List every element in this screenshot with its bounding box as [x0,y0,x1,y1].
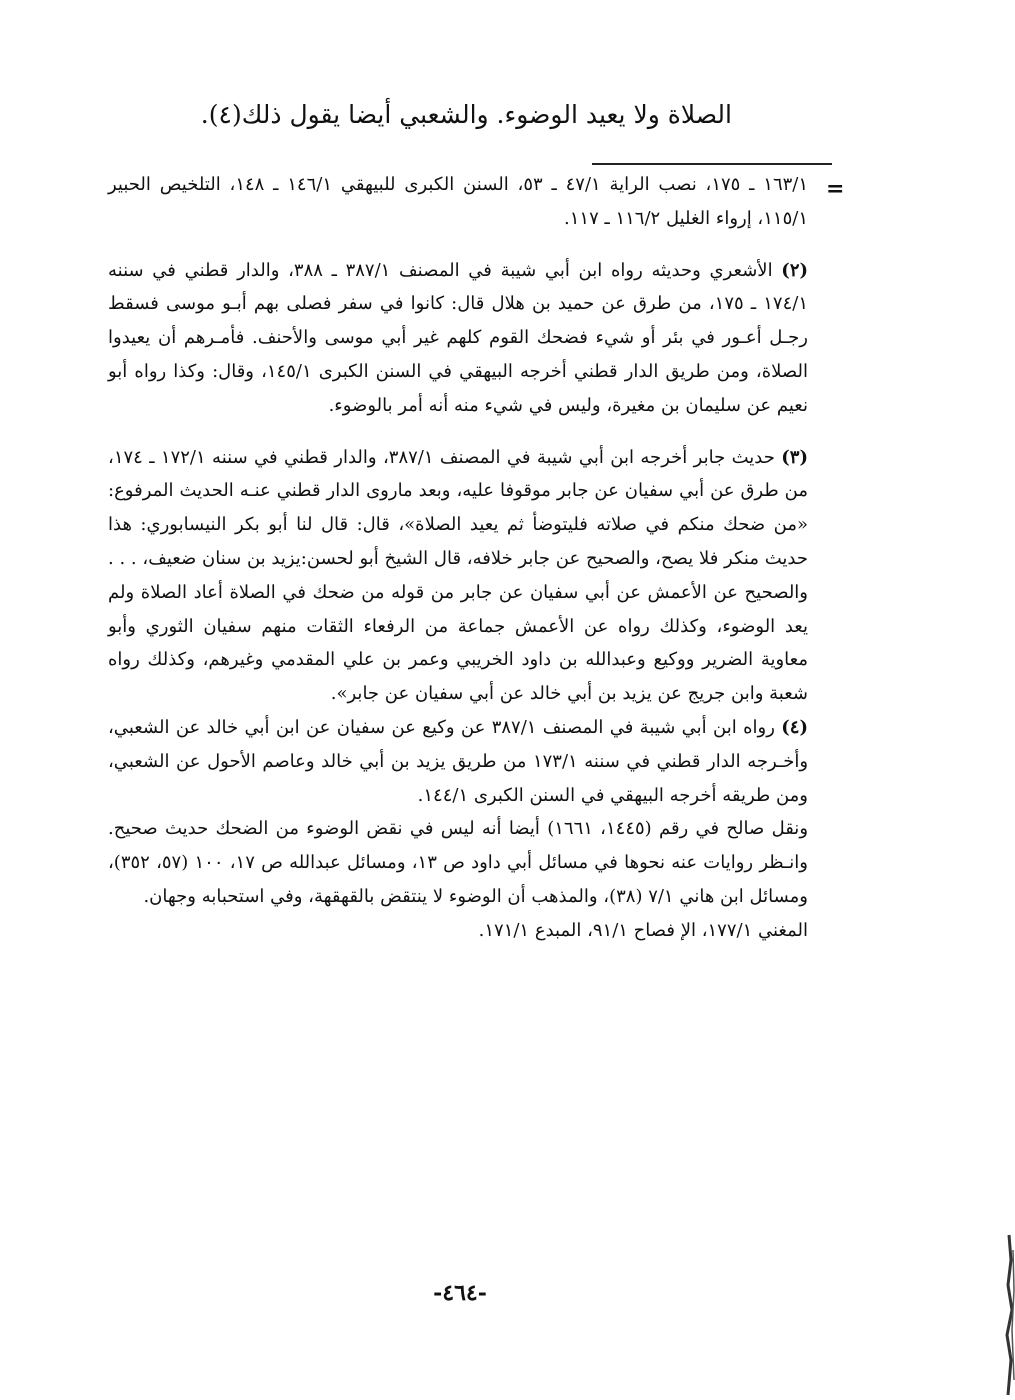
footnote-text: رواه ابن أبي شيبة في المصنف ٣٨٧/١ عن وكيع عن سفيان عن ابن أبي خالد عن الشعبي، وأخـرجه الدار قطني في سننه ١٧٣/١ من طريق يزيد بن أبي خالد وعاصم الأحول عن الشعبي، ومن طريقه أخرجه البيهقي في السنن الكبرى ١٤٤/١. [108,716,809,806]
footnote-number: (٣) [781,446,808,468]
footnote-continuation [108,168,808,236]
footnote-text: المغني ١٧٧/١، الإ فصاح ٩١/١، المبدع ١٧١/١. [478,919,808,941]
footnote-2 [108,254,808,423]
scan-edge-artifact [995,1230,1015,1400]
footnote-text: ونقل صالح في رقم (١٤٤٥، ١٦٦١) أيضا أنه ليس في نقض الوضوء من الضحك حديث صحيح. وانـظر روايات عنه نحوها في مسائل أبي داود ص ١٣، ومسائل عبدالله ص ١٧، ١٠٠ (٥٧، ٣٥٢)، ومسائل ابن هاني ٧/١ (٣٨)، والمذهب أن الوضوء لا ينتقض بالقهقهة، وفي استحبابه وجهان. [108,818,809,907]
footnote-4 [108,711,808,812]
continuation-mark: = [826,176,845,202]
footnote-text: ١٦٣/١ ـ ١٧٥، نصب الراية ٤٧/١ ـ ٥٣، السنن الكبرى للبيهقي ١٤٦/١ ـ ١٤٨، التلخيص الحبير ١١٥/١، إرواء الغليل ١١٦/٢ ـ ١١٧. [108,174,809,229]
footnote-text: الأشعري وحديثه رواه ابن أبي شيبة في المصنف ٣٨٧/١ ـ ٣٨٨، والدار قطني في سننه ١٧٤/١ ـ ١٧٥، من طرق عن حميد بن هلال قال: كانوا في سفر فصلى بهم أبـو موسى فسقط رجـل أعـور في بئر أو شيء فضحك القوم كلهم غير أبي موسى والأحنف. فأمـرهم أن يعيدوا الصلاة، ومن طريق الدار قطني أخرجه البيهقي في السنن الكبرى ١٤٥/١، وقال: وكذا رواه أبو نعيم عن سليمان بن مغيرة، وليس في شيء منه أنه أمر بالوضوء. [108,259,808,416]
footnote-number: (٤) [781,716,808,738]
page-number: -٤٦٤- [433,1280,487,1306]
footnotes [108,168,808,948]
footnote-4-references [108,914,808,948]
footnote-text: حديث جابر أخرجه ابن أبي شيبة في المصنف ٣٨٧/١، والدار قطني في سننه ١٧٢/١ ـ ١٧٤، من طرق عن أبي سفيان عن جابر موقوفا عليه، وبعد ماروى الدار قطني عنـه الحديث المرفوع: «من ضحك منكم في صلاته فليتوضأ ثم يعيد الصلاة»، قال: قال لنا أبو بكر النيسابوري: هذا حديث منكر فلا يصح، والصحيح عن جابر خلافه، قال الشيخ أبو لحسن:يزيد بن سنان ضعيف، . . . والصحيح عن الأعمش عن أبي سفيان عن جابر من قوله من ضحك في الصلاة أعاد الصلاة ولم يعد الوضوء، وكذلك رواه عن الأعمش جماعة من الرفعاء الثقات منهم سفيان الثوري وأبو معاوية الضرير ووكيع وعبدالله بن داود الخريبي وعمر بن علي المقدمي وغيرهم، وكذلك رواه شعبة وابن جريج عن يزيد بن أبي خالد عن أبي سفيان عن جابر». [108,446,808,705]
footnote-number: (٢) [781,259,809,281]
footnote-3 [108,441,808,711]
footnote-separator [592,163,832,165]
main-text: الصلاة ولا يعيد الوضوء. والشعبي أيضا يقول ذلك(٤). [200,100,732,129]
footnote-4-continued [108,812,808,913]
